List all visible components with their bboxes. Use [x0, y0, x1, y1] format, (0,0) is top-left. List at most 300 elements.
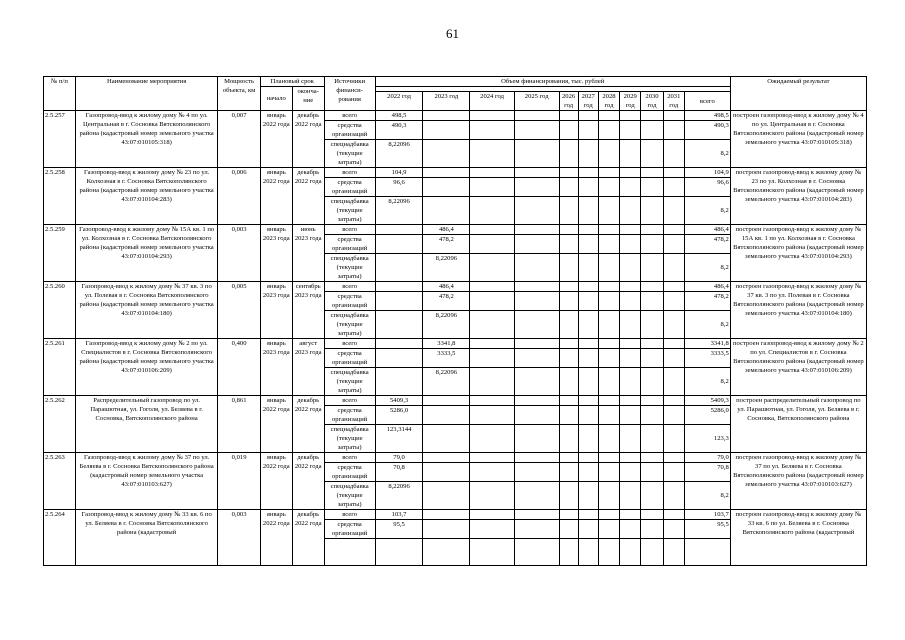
row-name: Газопровод-ввод к жилому дому № 33 кв. 6 по ул. Беляева в г. Сосновка Вятскополянского района (кадастровый — [75, 510, 217, 566]
row-value — [470, 463, 515, 482]
row-value — [578, 282, 598, 292]
row-total: 95,5 — [684, 520, 730, 539]
row-value — [423, 406, 470, 425]
row-value — [598, 349, 619, 368]
row-value — [470, 292, 515, 311]
row-value — [423, 539, 470, 566]
row-start: январь 2022 года — [260, 453, 292, 510]
row-value — [620, 349, 641, 368]
row-value — [641, 282, 663, 292]
row-value: 8,22096 — [423, 311, 470, 339]
row-source: средства организаций — [324, 178, 375, 197]
row-value — [641, 254, 663, 282]
row-capacity: 0,400 — [218, 339, 261, 396]
row-value: 8,22096 — [375, 197, 423, 225]
row-total: 486,4 — [684, 282, 730, 292]
row-value — [641, 197, 663, 225]
row-value — [514, 425, 559, 453]
row-value — [641, 539, 663, 566]
row-value — [514, 197, 559, 225]
row-end: декабрь 2022 года — [292, 168, 324, 225]
row-value — [423, 197, 470, 225]
row-number: 2.5.261 — [44, 339, 76, 396]
row-source: средства организаций — [324, 463, 375, 482]
row-value — [423, 140, 470, 168]
row-value — [514, 463, 559, 482]
row-value — [423, 463, 470, 482]
row-value — [598, 178, 619, 197]
row-value — [663, 111, 684, 121]
row-value: 490,3 — [375, 121, 423, 140]
row-value — [598, 282, 619, 292]
row-value — [578, 178, 598, 197]
row-value — [578, 463, 598, 482]
row-value — [559, 235, 578, 254]
row-total — [684, 539, 730, 566]
row-end: декабрь 2022 года — [292, 111, 324, 168]
row-source: всего — [324, 396, 375, 406]
row-value — [598, 339, 619, 349]
row-value — [663, 292, 684, 311]
row-value — [470, 453, 515, 463]
row-value — [470, 368, 515, 396]
row-start: январь 2022 года — [260, 510, 292, 566]
row-value: 5409,3 — [375, 396, 423, 406]
row-total: 96,6 — [684, 178, 730, 197]
header-term-start: начало — [260, 87, 292, 111]
row-capacity: 0,019 — [218, 453, 261, 510]
row-value — [470, 121, 515, 140]
row-value — [375, 292, 423, 311]
row-value — [470, 482, 515, 510]
row-value — [598, 292, 619, 311]
row-value — [470, 425, 515, 453]
row-value — [598, 510, 619, 520]
row-value — [578, 520, 598, 539]
row-source: спецнадбавка (текущие затраты) — [324, 482, 375, 510]
row-value — [663, 368, 684, 396]
row-end: декабрь 2022 года — [292, 453, 324, 510]
row-value — [663, 178, 684, 197]
row-value — [620, 463, 641, 482]
row-value — [620, 368, 641, 396]
row-value — [559, 254, 578, 282]
header-year-6: 2028 год — [598, 92, 619, 111]
row-number: 2.5.262 — [44, 396, 76, 453]
row-source: всего — [324, 510, 375, 520]
row-value — [663, 339, 684, 349]
row-number: 2.5.260 — [44, 282, 76, 339]
row-value — [514, 453, 559, 463]
row-source: спецнадбавка (текущие затраты) — [324, 254, 375, 282]
row-name: Газопровод-ввод к жилому дому № 2 по ул. Специалистов в г. Сосновка Вятскополянского района (кадастровый номер земельного участка 43:07:010106:209) — [75, 339, 217, 396]
row-value — [598, 425, 619, 453]
row-value — [578, 254, 598, 282]
row-total: 8,2 — [684, 140, 730, 168]
row-value — [598, 482, 619, 510]
row-value: 96,6 — [375, 178, 423, 197]
row-value — [559, 349, 578, 368]
row-total: 8,2 — [684, 311, 730, 339]
header-year-2: 2024 год — [470, 92, 515, 111]
row-value — [578, 311, 598, 339]
row-total: 8,2 — [684, 482, 730, 510]
row-value — [578, 339, 598, 349]
row-value — [559, 482, 578, 510]
row-value — [663, 168, 684, 178]
row-total: 8,2 — [684, 368, 730, 396]
row-value — [598, 168, 619, 178]
row-value — [470, 406, 515, 425]
table-row — [44, 453, 867, 463]
row-value — [375, 311, 423, 339]
row-value — [559, 178, 578, 197]
header-term-end: оконча-ние — [292, 87, 324, 111]
row-value — [620, 396, 641, 406]
row-value — [514, 282, 559, 292]
row-value — [578, 396, 598, 406]
row-value — [559, 539, 578, 566]
row-value — [559, 311, 578, 339]
row-value — [470, 197, 515, 225]
row-value — [663, 396, 684, 406]
row-value — [663, 406, 684, 425]
row-value — [514, 111, 559, 121]
row-value: 8,22096 — [375, 482, 423, 510]
row-source: всего — [324, 225, 375, 235]
table-row — [44, 396, 867, 406]
row-value — [423, 111, 470, 121]
row-start: январь 2022 года — [260, 396, 292, 453]
row-total: 8,2 — [684, 197, 730, 225]
row-value — [641, 235, 663, 254]
row-value — [470, 168, 515, 178]
header-year-4: 2026 год — [559, 92, 578, 111]
row-value — [559, 463, 578, 482]
table-row — [44, 510, 867, 520]
row-value — [423, 168, 470, 178]
row-value — [620, 510, 641, 520]
table-row — [44, 339, 867, 349]
row-value — [620, 539, 641, 566]
row-total: 3341,8 — [684, 339, 730, 349]
row-value — [598, 121, 619, 140]
row-value — [423, 425, 470, 453]
row-result: построен газопровод-ввод к жилому дому № 37 по ул. Беляева в г. Сосновка Вятскополянского района (кадастровый номер земельного участка 43:07:010103:627) — [730, 453, 866, 510]
row-value — [423, 453, 470, 463]
row-value — [620, 292, 641, 311]
row-value — [598, 463, 619, 482]
row-value — [598, 520, 619, 539]
row-value — [578, 349, 598, 368]
row-result: построен газопровод-ввод к жилому дому № 15А кв. 1 по ул. Колхозная в г. Сосновка Вятскополянского района (кадастровый номер земельного участка 43:07:010104:293) — [730, 225, 866, 282]
row-source: средства организаций — [324, 292, 375, 311]
row-result: построен распределительный газопровод по ул. Парашютная, ул. Гоголя, ул. Беляева в г. Сосновка, Вятскополянского района — [730, 396, 866, 453]
row-value — [514, 254, 559, 282]
row-value: 3333,5 — [423, 349, 470, 368]
row-number: 2.5.263 — [44, 453, 76, 510]
row-name: Газопровод-ввод к жилому дому № 37 по ул. Беляева в г. Сосновка Вятскополянского района (кадастровый номер земельного участка 43:07:010103:627) — [75, 453, 217, 510]
row-result: построен газопровод-ввод к жилому дому № 33 кв. 6 по ул. Беляева в г. Сосновка Вятскополянского района (кадастровый — [730, 510, 866, 566]
row-value — [598, 225, 619, 235]
row-value — [641, 140, 663, 168]
row-value: 95,5 — [375, 520, 423, 539]
row-start: январь 2022 года — [260, 111, 292, 168]
row-value — [641, 292, 663, 311]
row-value — [559, 520, 578, 539]
row-value — [470, 311, 515, 339]
row-value — [620, 453, 641, 463]
header-term: Плановый срок — [260, 77, 324, 87]
row-value — [620, 168, 641, 178]
row-value — [423, 396, 470, 406]
row-total: 3333,5 — [684, 349, 730, 368]
row-value — [559, 292, 578, 311]
row-value — [578, 406, 598, 425]
row-source: средства организаций — [324, 406, 375, 425]
header-year-5: 2027 год — [578, 92, 598, 111]
row-start: январь 2023 года — [260, 339, 292, 396]
row-value — [620, 406, 641, 425]
row-source: средства организаций — [324, 235, 375, 254]
row-value — [375, 339, 423, 349]
row-value — [559, 425, 578, 453]
row-value — [375, 282, 423, 292]
row-value: 486,4 — [423, 225, 470, 235]
row-value — [620, 254, 641, 282]
row-source: спецнадбавка (текущие затраты) — [324, 311, 375, 339]
row-start: январь 2022 года — [260, 168, 292, 225]
row-capacity: 0,003 — [218, 510, 261, 566]
row-value — [598, 235, 619, 254]
row-capacity: 0,006 — [218, 168, 261, 225]
row-value — [375, 349, 423, 368]
row-value — [578, 539, 598, 566]
row-value: 478,2 — [423, 292, 470, 311]
row-value — [559, 368, 578, 396]
page-number: 61 — [446, 26, 459, 41]
row-value — [663, 282, 684, 292]
row-name: Распределительный газопровод по ул. Парашютная, ул. Гоголя, ул. Беляева в г. Сосновка, Вятскополянского района — [75, 396, 217, 453]
row-total: 123,3 — [684, 425, 730, 453]
row-value — [598, 453, 619, 463]
row-value — [559, 225, 578, 235]
row-value: 79,0 — [375, 453, 423, 463]
row-value — [470, 396, 515, 406]
row-value — [470, 225, 515, 235]
row-value — [514, 168, 559, 178]
row-value — [470, 282, 515, 292]
row-capacity: 0,003 — [218, 225, 261, 282]
row-value — [578, 368, 598, 396]
row-value — [514, 292, 559, 311]
row-value — [514, 406, 559, 425]
row-value — [641, 168, 663, 178]
row-value — [375, 225, 423, 235]
row-value — [663, 510, 684, 520]
row-source: спецнадбавка (текущие затраты) — [324, 140, 375, 168]
row-value — [620, 425, 641, 453]
row-value — [620, 339, 641, 349]
row-value — [578, 225, 598, 235]
row-value — [578, 482, 598, 510]
row-total: 490,3 — [684, 121, 730, 140]
row-start: январь 2023 года — [260, 282, 292, 339]
row-end: декабрь 2022 года — [292, 510, 324, 566]
row-result: построен газопровод-ввод к жилому дому № 2 по ул. Специалистов в г. Сосновка Вятскополянского района (кадастровый номер земельного участка 43:07:010106:209) — [730, 339, 866, 396]
header-total: всего — [684, 92, 730, 111]
row-value — [514, 349, 559, 368]
header-num: № п/п — [44, 77, 76, 111]
row-value — [641, 425, 663, 453]
row-value — [641, 463, 663, 482]
row-value — [663, 520, 684, 539]
row-value — [620, 520, 641, 539]
row-value — [470, 111, 515, 121]
row-value — [470, 539, 515, 566]
row-total: 103,7 — [684, 510, 730, 520]
row-value: 8,22096 — [423, 254, 470, 282]
row-value — [598, 539, 619, 566]
header-year-7: 2029 год — [620, 92, 641, 111]
row-value — [641, 111, 663, 121]
row-value — [578, 197, 598, 225]
row-source: всего — [324, 111, 375, 121]
row-total: 478,2 — [684, 292, 730, 311]
row-value — [663, 425, 684, 453]
row-value — [663, 463, 684, 482]
row-value — [470, 235, 515, 254]
row-value — [423, 121, 470, 140]
row-value — [663, 140, 684, 168]
row-value — [514, 140, 559, 168]
row-result: построен газопровод-ввод к жилому дому № 23 по ул. Колхозная в г. Сосновка Вятскополянского района (кадастровый номер земельного участка 43:07:010104:283) — [730, 168, 866, 225]
table-row — [44, 111, 867, 121]
row-value — [514, 235, 559, 254]
row-value — [470, 339, 515, 349]
row-value: 478,2 — [423, 235, 470, 254]
row-value — [620, 121, 641, 140]
row-value — [620, 197, 641, 225]
row-total: 70,8 — [684, 463, 730, 482]
row-value — [578, 168, 598, 178]
row-value — [641, 349, 663, 368]
row-value — [514, 520, 559, 539]
row-total: 478,2 — [684, 235, 730, 254]
row-value — [514, 396, 559, 406]
header-result: Ожидаемый результат — [730, 77, 866, 111]
row-value: 123,3144 — [375, 425, 423, 453]
row-result: построен газопровод-ввод к жилому дому № 37 кв. 3 по ул. Полевая в г. Сосновка Вятскополянского района (кадастровый номер земельного участка 43:07:010104:180) — [730, 282, 866, 339]
row-value — [663, 197, 684, 225]
row-value — [559, 168, 578, 178]
row-value — [620, 225, 641, 235]
row-source: спецнадбавка (текущие затраты) — [324, 197, 375, 225]
header-capacity: Мощность объекта, км — [218, 77, 261, 111]
row-number: 2.5.257 — [44, 111, 76, 168]
row-value — [578, 292, 598, 311]
row-capacity: 0,861 — [218, 396, 261, 453]
row-source: всего — [324, 453, 375, 463]
header-year-8: 2030 год — [641, 92, 663, 111]
row-value — [598, 140, 619, 168]
row-value — [375, 235, 423, 254]
row-value: 8,22096 — [423, 368, 470, 396]
header-name: Наименование мероприятия — [75, 77, 217, 111]
row-total: 486,4 — [684, 225, 730, 235]
row-value — [470, 254, 515, 282]
row-value — [620, 235, 641, 254]
row-value — [559, 406, 578, 425]
row-value — [663, 121, 684, 140]
row-source: всего — [324, 168, 375, 178]
header-year-1: 2023 год — [423, 92, 470, 111]
row-value — [578, 140, 598, 168]
row-value — [663, 482, 684, 510]
row-value — [663, 311, 684, 339]
row-source — [324, 539, 375, 566]
row-value — [423, 510, 470, 520]
row-name: Газопровод-ввод к жилому дому № 23 по ул. Колхозная в г. Сосновка Вятскополянского района (кадастровый номер земельного участка 43:07:010104:283) — [75, 168, 217, 225]
row-value — [598, 111, 619, 121]
row-value — [620, 140, 641, 168]
row-value — [641, 453, 663, 463]
row-value — [559, 282, 578, 292]
row-value — [559, 121, 578, 140]
row-value — [375, 539, 423, 566]
row-value — [423, 482, 470, 510]
row-value — [578, 121, 598, 140]
row-total: 5286,0 — [684, 406, 730, 425]
row-name: Газопровод-ввод к жилому дому № 4 по ул. Центральная в г. Сосновка Вятскополянского района (кадастровый номер земельного участка 43:07:010105:318) — [75, 111, 217, 168]
row-total: 79,0 — [684, 453, 730, 463]
row-value — [423, 520, 470, 539]
row-end: август 2023 года — [292, 339, 324, 396]
row-value — [620, 111, 641, 121]
row-value — [514, 121, 559, 140]
row-value — [470, 520, 515, 539]
row-value — [559, 140, 578, 168]
row-value — [514, 225, 559, 235]
row-value — [598, 396, 619, 406]
row-value: 3341,8 — [423, 339, 470, 349]
row-value — [663, 539, 684, 566]
row-value — [598, 197, 619, 225]
row-source: всего — [324, 282, 375, 292]
row-value — [559, 453, 578, 463]
row-value — [375, 368, 423, 396]
row-source: средства организаций — [324, 520, 375, 539]
header-volume: Объем финансирования, тыс. рублей — [375, 77, 730, 87]
row-value — [559, 111, 578, 121]
table-row — [44, 225, 867, 235]
header-year-9: 2031 год — [663, 92, 684, 111]
header-year-0: 2022 год — [375, 92, 423, 111]
row-value — [620, 311, 641, 339]
row-end: декабрь 2022 года — [292, 396, 324, 453]
row-value — [620, 178, 641, 197]
row-number: 2.5.259 — [44, 225, 76, 282]
row-name: Газопровод-ввод к жилому дому № 15А кв. 1 по ул. Колхозная в г. Сосновка Вятскополянского района (кадастровый номер земельного участка 43:07:010104:293) — [75, 225, 217, 282]
row-value: 8,22096 — [375, 140, 423, 168]
row-value — [514, 539, 559, 566]
row-source: спецнадбавка (текущие затраты) — [324, 425, 375, 453]
row-value — [641, 510, 663, 520]
row-value — [514, 339, 559, 349]
row-value — [598, 254, 619, 282]
row-value — [598, 406, 619, 425]
row-value: 103,7 — [375, 510, 423, 520]
